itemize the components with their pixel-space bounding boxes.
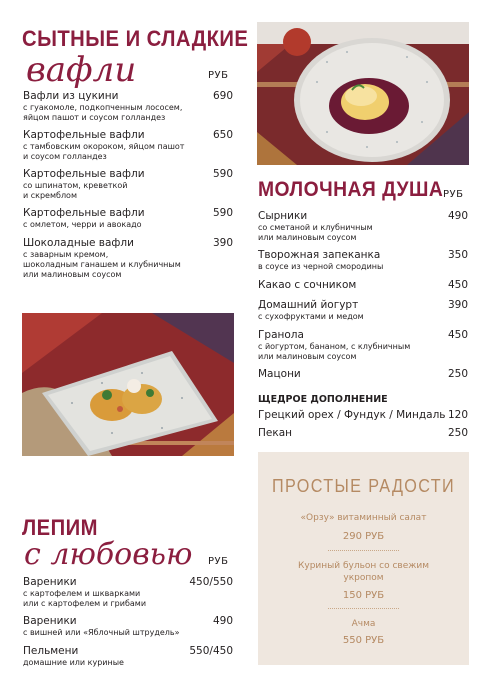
simple-joys-title: ПРОСТЫЕ РАДОСТИ bbox=[271, 476, 455, 496]
item-description: со шпинатом, креветкой и скрембл​ом bbox=[23, 181, 128, 200]
item-price: 450 bbox=[447, 279, 468, 291]
menu-item bbox=[23, 168, 233, 201]
simple-joys-box bbox=[258, 452, 469, 665]
item-price: 490 bbox=[212, 615, 233, 627]
waffles-currency: РУБ bbox=[208, 70, 229, 81]
simple-joy-price: 290 РУБ bbox=[342, 531, 385, 542]
menu-item bbox=[258, 299, 468, 322]
menu-item bbox=[258, 210, 468, 243]
item-price: 390 bbox=[212, 237, 233, 249]
item-description: в соусе из черной смородины bbox=[258, 262, 384, 271]
item-name: Сырники bbox=[258, 210, 308, 222]
simple-joy-price: 550 РУБ bbox=[342, 635, 385, 646]
menu-item bbox=[258, 368, 468, 381]
waffles-script-title: вафли bbox=[26, 50, 137, 90]
item-description: с картофелем и шкварками или с картофелем и грибами bbox=[23, 589, 147, 608]
item-name: Пельмени bbox=[23, 645, 79, 657]
item-name: Творожная запеканка bbox=[258, 249, 381, 261]
item-price: 490 bbox=[447, 210, 468, 222]
menu-item bbox=[23, 645, 233, 668]
simple-joy-name: Куриный бульон со свежим укропом bbox=[297, 561, 429, 583]
item-description: с йогуртом, бананом, с клубничным или малиновым соусом bbox=[258, 342, 411, 361]
item-description: с вишней или «Яблочный штрудель» bbox=[23, 628, 180, 637]
simple-joy-price: 150 РУБ bbox=[342, 590, 385, 601]
menu-item bbox=[258, 409, 468, 422]
menu-item bbox=[258, 279, 468, 292]
dumplings-script-title: с любовью bbox=[24, 537, 193, 572]
divider bbox=[328, 608, 399, 609]
item-name: Вареники bbox=[23, 576, 77, 588]
item-description: с тамбовским окороком, яйцом пашот и соусом голландез bbox=[23, 142, 185, 161]
menu-item bbox=[23, 237, 233, 280]
waffle-photo bbox=[22, 313, 234, 456]
item-price: 590 bbox=[212, 207, 233, 219]
item-price: 390 bbox=[447, 299, 468, 311]
menu-item bbox=[23, 615, 233, 638]
item-price: 250 bbox=[447, 368, 468, 380]
divider bbox=[328, 550, 399, 551]
item-name: Гранола bbox=[258, 329, 304, 341]
dairy-currency: РУБ bbox=[443, 189, 464, 200]
menu-item bbox=[23, 207, 233, 230]
item-price: 690 bbox=[212, 90, 233, 102]
menu-item bbox=[23, 129, 233, 162]
menu-item bbox=[258, 249, 468, 272]
item-description: с гуакомоле, подкопченным лососем, яйцом пашот и соусом голландез bbox=[23, 103, 183, 122]
item-name: Вареники bbox=[23, 615, 77, 627]
item-name: Картофельные вафли bbox=[23, 207, 145, 219]
menu-item bbox=[258, 427, 468, 440]
item-price: 590 bbox=[212, 168, 233, 180]
menu-item bbox=[23, 576, 233, 609]
item-name: Мацони bbox=[258, 368, 301, 380]
item-price: 250 bbox=[447, 427, 468, 439]
item-name: Грецкий орех / Фундук / Миндаль bbox=[258, 409, 446, 421]
menu-item bbox=[23, 90, 233, 123]
dumplings-currency: РУБ bbox=[208, 556, 229, 567]
item-name: Пекан bbox=[258, 427, 292, 439]
simple-joy-name: «Орзу» витаминный салат bbox=[300, 513, 427, 523]
item-description: со сметаной и клубничным или малиновым соусом bbox=[258, 223, 373, 242]
item-name: Вафли из цукини bbox=[23, 90, 119, 102]
menu-item bbox=[258, 329, 468, 362]
extra-title: ЩЕДРОЕ ДОПОЛНЕНИЕ bbox=[258, 394, 388, 405]
dairy-title: МОЛОЧНАЯ ДУША bbox=[258, 178, 444, 201]
dessert-photo bbox=[257, 22, 469, 165]
item-price: 450 bbox=[447, 329, 468, 341]
item-price: 350 bbox=[447, 249, 468, 261]
item-name: Какао с сочником bbox=[258, 279, 357, 291]
item-name: Шоколадные вафли bbox=[23, 237, 134, 249]
item-description: с омлетом, черри и авокадо bbox=[23, 220, 142, 229]
item-price: 550/450 bbox=[189, 645, 233, 657]
item-name: Домашний йогурт bbox=[258, 299, 359, 311]
item-description: домашние или куриные bbox=[23, 658, 124, 667]
item-name: Картофельные вафли bbox=[23, 129, 145, 141]
item-price: 650 bbox=[212, 129, 233, 141]
item-name: Картофельные вафли bbox=[23, 168, 145, 180]
dumplings-title: ЛЕПИМ bbox=[22, 515, 98, 540]
simple-joy-name: Ачма bbox=[351, 619, 376, 629]
item-description: с заварным кремом, шоколадным ганашем и клубничным или малиновым соусом bbox=[23, 250, 181, 279]
waffles-title: СЫТНЫЕ И СЛАДКИЕ bbox=[22, 26, 249, 51]
item-price: 450/550 bbox=[189, 576, 233, 588]
item-description: с сухофруктами и медом bbox=[258, 312, 364, 321]
item-price: 120 bbox=[447, 409, 468, 421]
